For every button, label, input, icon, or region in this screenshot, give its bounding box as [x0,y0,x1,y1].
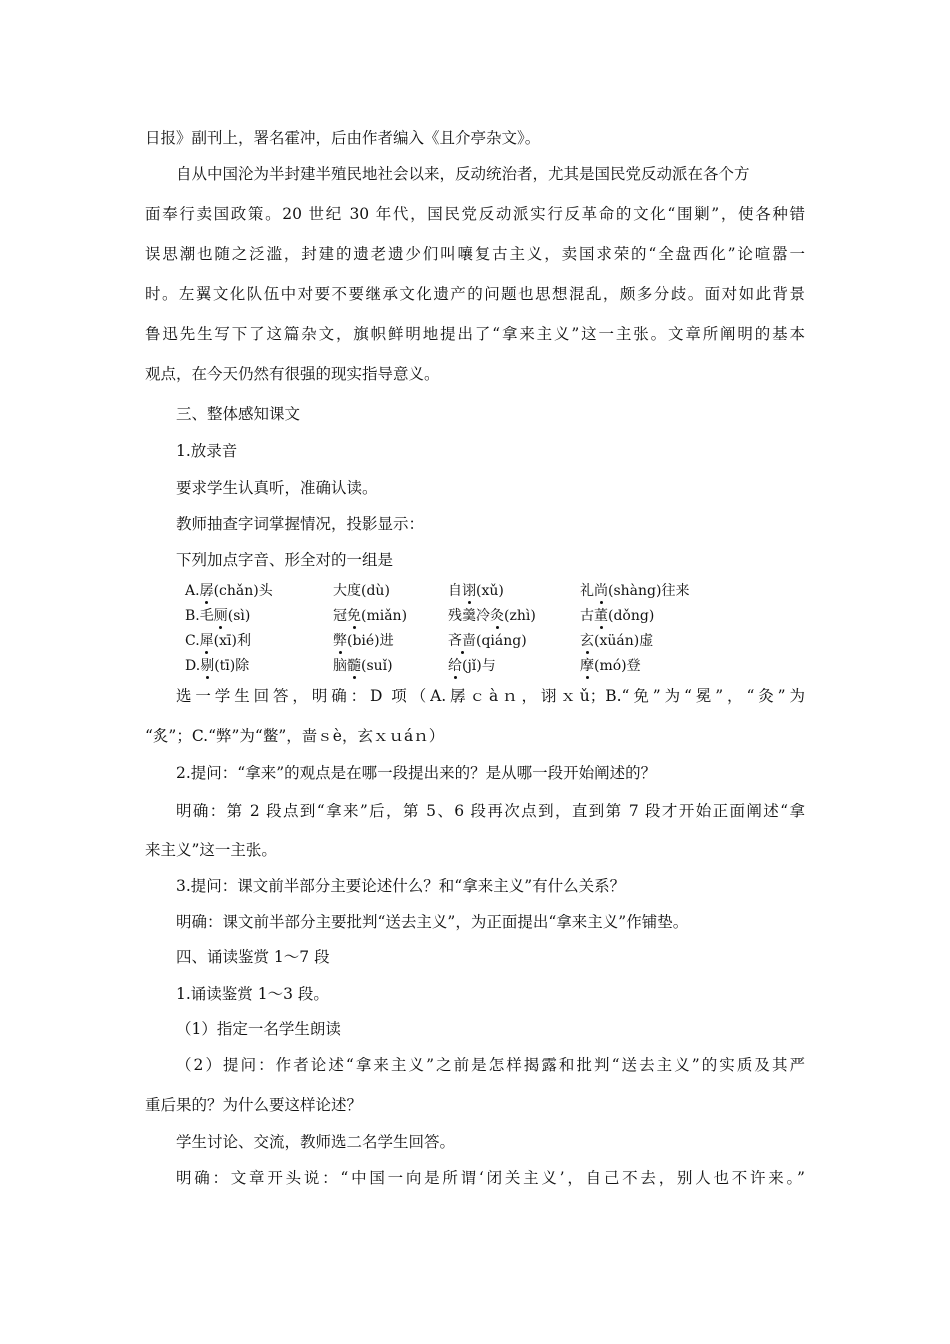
option-d-col4: 摩(mó)登 [580,658,641,674]
paragraph-line: 日报》副刊上，署名霍冲，后由作者编入《且介亭杂文》。 [145,129,541,147]
option-c-col2: 弊(bié)进 [333,633,394,649]
section-heading: 四、诵读鉴赏 1～7 段 [176,948,330,966]
option-c-col4: 玄(xüán)虚 [580,633,654,649]
subsection-heading: 1.诵读鉴赏 1～3 段。 [176,985,329,1003]
paragraph-line: 学生讨论、交流，教师选二名学生回答。 [176,1133,456,1151]
paragraph-line: 来主义”这一主张。 [145,841,277,859]
option-b-col1: B.毛厕(sì) [185,608,251,624]
option-b-col3: 残羹冷灸(zhì) [448,608,536,624]
paragraph-line: 鲁迅先生写下了这篇杂文，旗帜鲜明地提出了“拿来主义”这一主张。文章所阐明的基本 [145,325,805,343]
paragraph-line: 观点，在今天仍然有很强的现实指导意义。 [145,365,440,383]
list-item: （2）提问：作者论述“拿来主义”之前是怎样揭露和批判“送去主义”的实质及其严 [176,1056,805,1074]
paragraph-line: 自从中国沦为半封建半殖民地社会以来，反动统治者，尤其是国民党反动派在各个方 [176,165,750,183]
list-item: （1）指定一名学生朗读 [176,1020,341,1038]
paragraph-line: 明确：课文前半部分主要批判“送去主义”，为正面提出“拿来主义”作铺垫。 [176,913,689,931]
subsection-heading: 2.提问：“拿来”的观点是在哪一段提出来的？是从哪一段开始阐述的？ [176,764,657,782]
answer-line: “炙”；C.“弊”为“鳖”，啬ｓè，玄ｘｕáｎ） [145,727,445,745]
paragraph-line: 明确：文章开头说：“中国一向是所谓‘闭关主义’，自己不去，别人也不许来。” [176,1169,805,1187]
paragraph-line: 时。左翼文化队伍中对要不要继承文化遗产的问题也思想混乱，颇多分歧。面对如此背景 [145,285,805,303]
paragraph-line: 教师抽查字词掌握情况，投影显示： [176,515,425,533]
option-b-col4: 古董(dǒng) [580,608,655,624]
option-a-col2: 大度(dù) [333,583,390,599]
paragraph-line: 要求学生认真听，准确认读。 [176,479,378,497]
option-d-col2: 脑髓(suǐ) [333,658,393,674]
option-a-col4: 礼尚(shàng)往来 [580,583,690,599]
answer-line: 选一学生回答，明确：D 项（A.孱ｃàｎ，诩ｘǔ；B.“免”为“冕”，“灸”为 [176,687,805,705]
subsection-heading: 3.提问：课文前半部分主要论述什么？和“拿来主义”有什么关系？ [176,877,626,895]
subsection-heading: 1.放录音 [176,442,238,460]
option-c-col3: 吝啬(qiáng) [448,633,527,649]
paragraph-line: 面奉行卖国政策。20 世纪 30 年代，国民党反动派实行反革命的文化“围剿”，使各种错 [145,205,805,223]
option-d-col1: D.剔(tī)除 [185,658,250,674]
paragraph-line: 误思潮也随之泛滥，封建的遗老遗少们叫嚷复古主义，卖国求荣的“全盘西化”论喧嚣一 [145,245,805,263]
option-d-col3: 给(jǐ)与 [448,658,496,674]
option-a-col3: 自诩(xǔ) [448,583,504,599]
paragraph-line: 重后果的？为什么要这样论述？ [145,1096,363,1114]
option-b-col2: 冠免(miǎn) [333,608,408,624]
section-heading: 三、整体感知课文 [176,405,301,423]
option-a-col1: A.孱(chǎn)头 [185,583,273,599]
question-stem: 下列加点字音、形全对的一组是 [176,551,394,569]
paragraph-line: 明确：第 2 段点到“拿来”后，第 5、6 段再次点到，直到第 7 段才开始正面阐述“拿 [176,802,805,820]
option-c-col1: C.犀(xī)利 [185,633,251,649]
